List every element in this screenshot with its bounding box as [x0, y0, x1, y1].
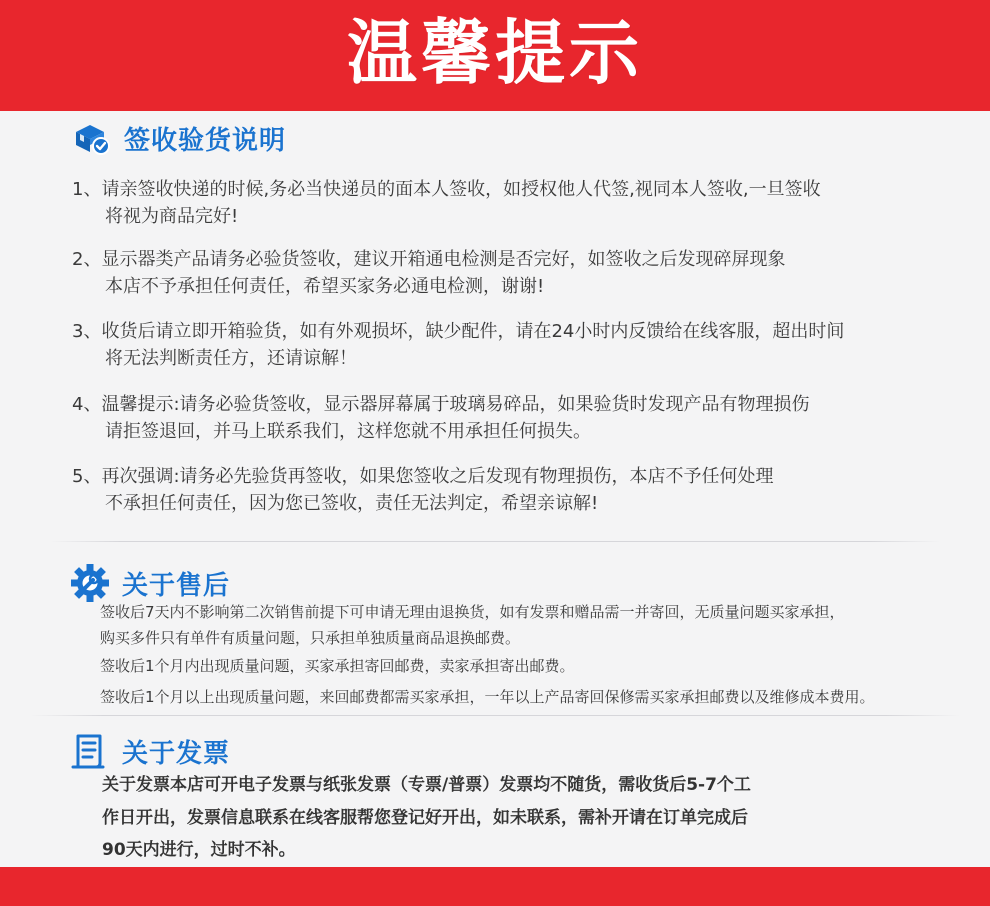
- receipt-section-title: 签收验货说明: [124, 125, 287, 156]
- section-divider-2: [30, 715, 960, 716]
- receipt-item-2-line1: 2、显示器类产品请务必验货签收，建议开箱通电检测是否完好，如签收之后发现碎屏现象: [72, 249, 786, 270]
- invoice-line-1: 关于发票本店可开电子发票与纸张发票（专票/普票）发票均不随货，需收货后5-7个工: [102, 775, 751, 795]
- receipt-item-3-line2: 将无法判断责任方，还请谅解！: [105, 348, 357, 369]
- receipt-item-4: [72, 391, 810, 445]
- after-sales-section-header: [70, 563, 230, 603]
- after-sales-line-3: 签收后1个月内出现质量问题，买家承担寄回邮费，卖家承担寄出邮费。: [100, 657, 575, 675]
- document-icon: [70, 731, 110, 771]
- gear-wrench-icon: [70, 563, 110, 603]
- receipt-item-4-line1: 4、温馨提示:请务必验货签收，显示器屏幕属于玻璃易碎品，如果验货时发现产品有物理损伤: [72, 394, 810, 415]
- receipt-item-1: [72, 176, 821, 230]
- top-banner: [0, 0, 990, 111]
- receipt-item-5-line1: 5、再次强调:请务必先验货再签收，如果您签收之后发现有物理损伤，本店不予任何处理: [72, 466, 774, 487]
- receipt-item-2: [72, 246, 785, 300]
- receipt-item-4-line2: 请拒签退回，并马上联系我们，这样您就不用承担任何损失。: [105, 421, 591, 442]
- after-sales-section-title: 关于售后: [122, 570, 231, 601]
- after-sales-line-4: 签收后1个月以上出现质量问题，来回邮费都需买家承担，一年以上产品寄回保修需买家承担邮费以及维修成本费用。: [100, 688, 875, 706]
- invoice-section-header: [70, 731, 230, 771]
- invoice-section-title: 关于发票: [122, 738, 231, 769]
- receipt-item-1-line2: 将视为商品完好!: [105, 206, 239, 227]
- page-title: 温馨提示: [347, 11, 643, 94]
- receipt-section-header: [72, 118, 286, 158]
- receipt-item-3: [72, 318, 844, 372]
- section-divider: [50, 541, 940, 542]
- receipt-item-5-line2: 不承担任何责任，因为您已签收，责任无法判定，希望亲谅解!: [105, 493, 599, 514]
- after-sales-line-1: 签收后7天内不影响第二次销售前提下可申请无理由退换货，如有发票和赠品需一并寄回，无质量问题买家承担，: [100, 603, 845, 621]
- bottom-banner: [0, 867, 990, 906]
- package-check-icon: [72, 118, 112, 158]
- receipt-item-1-line1: 1、请亲签收快递的时候,务必当快递员的面本人签收，如授权他人代签,视同本人签收,一旦签收: [72, 179, 821, 200]
- receipt-item-3-line1: 3、收货后请立即开箱验货，如有外观损坏，缺少配件，请在24小时内反馈给在线客服，超出时间: [72, 321, 845, 342]
- invoice-line-2: 作日开出，发票信息联系在线客服帮您登记好开出，如未联系，需补开请在订单完成后: [102, 808, 748, 828]
- invoice-line-3: 90天内进行，过时不补。: [102, 840, 296, 860]
- receipt-item-5: [72, 463, 774, 517]
- after-sales-line-2: 购买多件只有单件有质量问题，只承担单独质量商品退换邮费。: [100, 629, 521, 647]
- receipt-item-2-line2: 本店不予承担任何责任，希望买家务必通电检测，谢谢!: [105, 276, 545, 297]
